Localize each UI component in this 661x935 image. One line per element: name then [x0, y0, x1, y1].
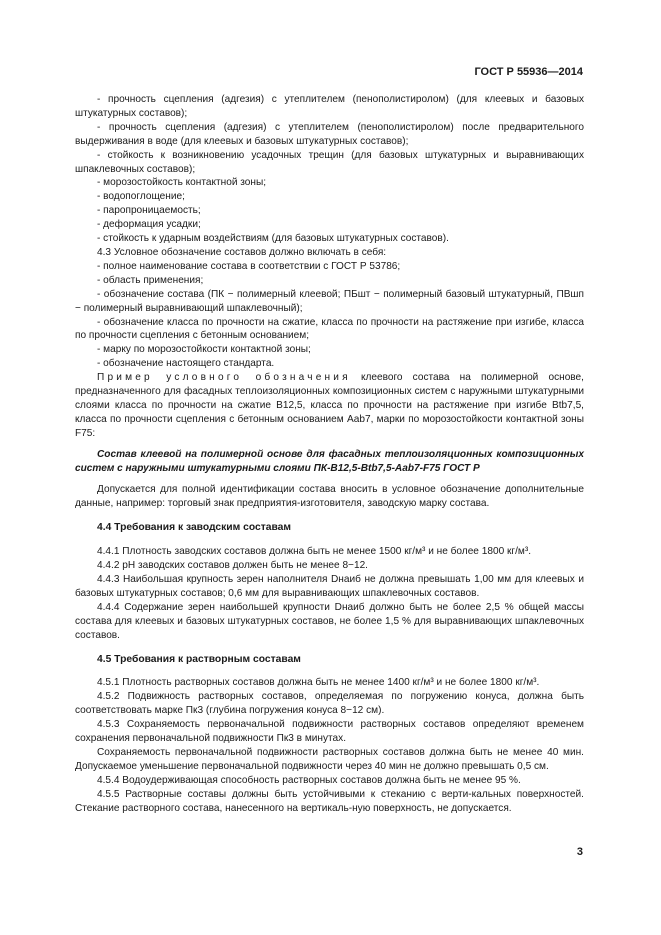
paragraph: - обозначение настоящего стандарта. [97, 358, 275, 370]
paragraph: - прочность сцепления (адгезия) с утеплителем (пенополистиролом) (для клеевых и базовых штукатурных составов); [75, 94, 584, 119]
paragraph: 4.4.2 pH заводских составов должен быть не менее 8−12. [97, 560, 368, 572]
paragraph: - стойкость к возникновению усадочных трещин (для базовых штукатурных и выравнивающих шпаклевочных составов); [75, 149, 584, 175]
paragraph: - обозначение класса по прочности на сжатие, класса по прочности на растяжение при изгибе, класса по прочности сцепления с бетонным основанием; [75, 316, 584, 342]
section-heading: 4.4 Требования к заводским составам [97, 522, 292, 534]
document-header: ГОСТ Р 55936—2014 [474, 66, 583, 78]
example-designation: Состав клеевой на полимерной основе для фасадных теплоизоляционных композиционных систем с наружными штукатурными слоями ПК-B12,5-Btb7,5-Aab7-F75 ГОСТ Р [75, 448, 584, 474]
paragraph: 4.5.4 Водоудерживающая способность растворных составов должна быть не менее 95 %. [97, 774, 521, 786]
paragraph: Допускается для полной идентификации состава вносить в условное обозначение дополнительные данные, например: торговый знак предприятия-изготовителя, заводскую марку состава. [75, 484, 584, 510]
paragraph: - прочность сцепления (адгезия) с утеплителем (пенополистиролом) после предварительного выдерживания в воде (для клеевых и базовых штукатурных составов); [75, 121, 584, 147]
paragraph: Сохраняемость первоначальной подвижности растворных составов должна быть не менее 40 мин. Допускаемое уменьшение первоначальной подвижности через 40 мин не должно превышать 0,5 см. [75, 746, 584, 772]
paragraph: - обозначение состава (ПК − полимерный клеевой; ПБшт − полимерный базовый штукатурный, ПВшп − полимерный выравнивающий шпаклевочный); [75, 288, 584, 314]
paragraph: - морозостойкость контактной зоны; [97, 177, 267, 189]
paragraph: - водопоглощение; [97, 191, 185, 203]
section-heading: 4.5 Требования к растворным составам [97, 653, 301, 665]
example-paragraph [75, 371, 584, 441]
page-number: 3 [576, 846, 583, 858]
paragraph: 4.4.1 Плотность заводских составов должна быть не менее 1500 кг/м³ и не более 1800 кг/м³. [97, 546, 531, 558]
document-body [75, 93, 584, 816]
paragraph: 4.4.3 Наибольшая крупность зерен наполнителя Dнаиб не должна превышать 1,00 мм для клеевых и базовых штукатурных составов; 0,6 мм для выравнивающих шпаклевочных составов. [75, 574, 584, 599]
paragraph: 4.4.4 Содержание зерен наибольшей крупности Dнаиб должно быть не более 2,5 % общей массы состава для клеевых и базовых штукатурных составов, не более 1,5 % для выравнивающих шпаклевочных составов. [75, 601, 584, 641]
paragraph: - полное наименование состава в соответствии с ГОСТ Р 53786; [97, 260, 401, 272]
paragraph: 4.5.2 Подвижность растворных составов, определяемая по погружению конуса, должна быть соответствовать марке Пк3 (глубина погружения конуса 8−12 см). [75, 691, 584, 717]
paragraph: - марку по морозостойкости контактной зоны; [97, 344, 311, 356]
paragraph: 4.5.5 Растворные составы должны быть устойчивыми к стеканию с верти-кальных поверхностей. Стекание растворного состава, нанесенного на вертикаль-ную поверхность, не допускается. [75, 788, 584, 814]
paragraph: 4.5.1 Плотность растворных составов должна быть не менее 1400 кг/м³ и не более 1800 кг/м³. [97, 677, 540, 689]
example-lead: Пример условного обозначения [97, 372, 351, 384]
example-text: клеевого состава на полимерной основе, предназначенного для фасадных теплоизоляционных композиционных систем с наружными штукатурными слоями класса по прочности на сжатие B12,5, класса по прочности на растяжение при изгибе Btb7,5, класса по прочности сцепления с бетонным основанием Aab7, марки по морозостойкости контактной зоны F75: [75, 372, 584, 439]
paragraph: - стойкость к ударным воздействиям (для базовых штукатурных составов). [97, 233, 449, 245]
paragraph: - область применения; [97, 274, 204, 286]
paragraph: - паропроницаемость; [97, 205, 201, 217]
paragraph: - деформация усадки; [97, 219, 201, 231]
paragraph: 4.5.3 Сохраняемость первоначальной подвижности растворных составов определяют временем сохранения первоначальной подвижности Пк3 в минутах. [75, 719, 584, 745]
paragraph: 4.3 Условное обозначение составов должно включать в себя: [97, 246, 387, 258]
